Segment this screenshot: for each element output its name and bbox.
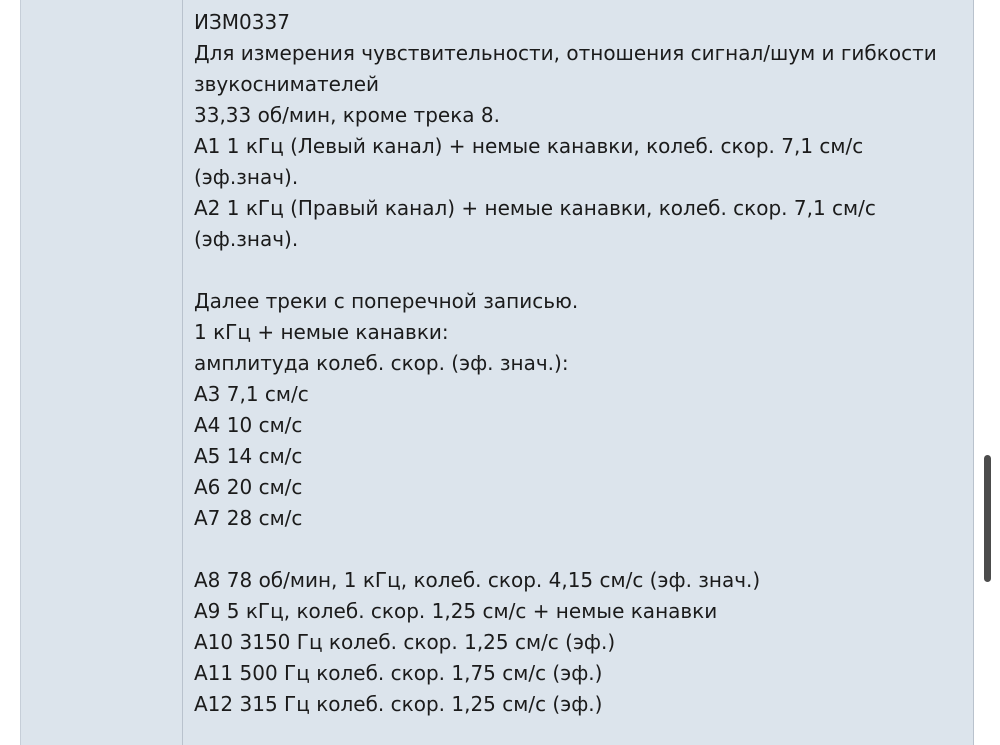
text-line: А11 500 Гц колеб. скор. 1,75 см/с (эф.) [194, 661, 603, 685]
text-line: Далее треки с поперечной записью. [194, 289, 579, 313]
text-line: А6 20 см/с [194, 475, 303, 499]
vertical-scrollbar-thumb[interactable] [984, 455, 991, 582]
text-line: А5 14 см/с [194, 444, 303, 468]
text-line: амплитуда колеб. скор. (эф. знач.): [194, 351, 569, 375]
blank-line [194, 534, 964, 565]
text-line: А8 78 об/мин, 1 кГц, колеб. скор. 4,15 см/с (эф. знач.) [194, 568, 761, 592]
text-line: 1 кГц + немые канавки: [194, 320, 449, 344]
text-line: А2 1 кГц (Правый канал) + немые канавки, колеб. скор. 7,1 см/с [194, 196, 876, 220]
text-line: А1 1 кГц (Левый канал) + немые канавки, колеб. скор. 7,1 см/с [194, 134, 864, 158]
text-line: А7 28 см/с [194, 506, 303, 530]
text-line: А9 5 кГц, колеб. скор. 1,25 см/с + немые канавки [194, 599, 718, 623]
text-line: А10 3150 Гц колеб. скор. 1,25 см/с (эф.) [194, 630, 616, 654]
text-line: А12 315 Гц колеб. скор. 1,25 см/с (эф.) [194, 692, 603, 716]
text-line: 33,33 об/мин, кроме трека 8. [194, 103, 500, 127]
text-line: А3 7,1 см/с [194, 382, 309, 406]
text-line: звукоснимателей [194, 72, 380, 96]
text-line: А4 10 см/с [194, 413, 303, 437]
text-line: Для измерения чувствительности, отношения сигнал/шум и гибкости [194, 41, 937, 65]
post-author-column [20, 0, 183, 745]
post-body-text [194, 7, 964, 720]
text-line: ИЗМ0337 [194, 10, 290, 34]
blank-line [194, 255, 964, 286]
text-line: (эф.знач). [194, 165, 299, 189]
post-content-cell [183, 0, 974, 745]
text-line: (эф.знач). [194, 227, 299, 251]
